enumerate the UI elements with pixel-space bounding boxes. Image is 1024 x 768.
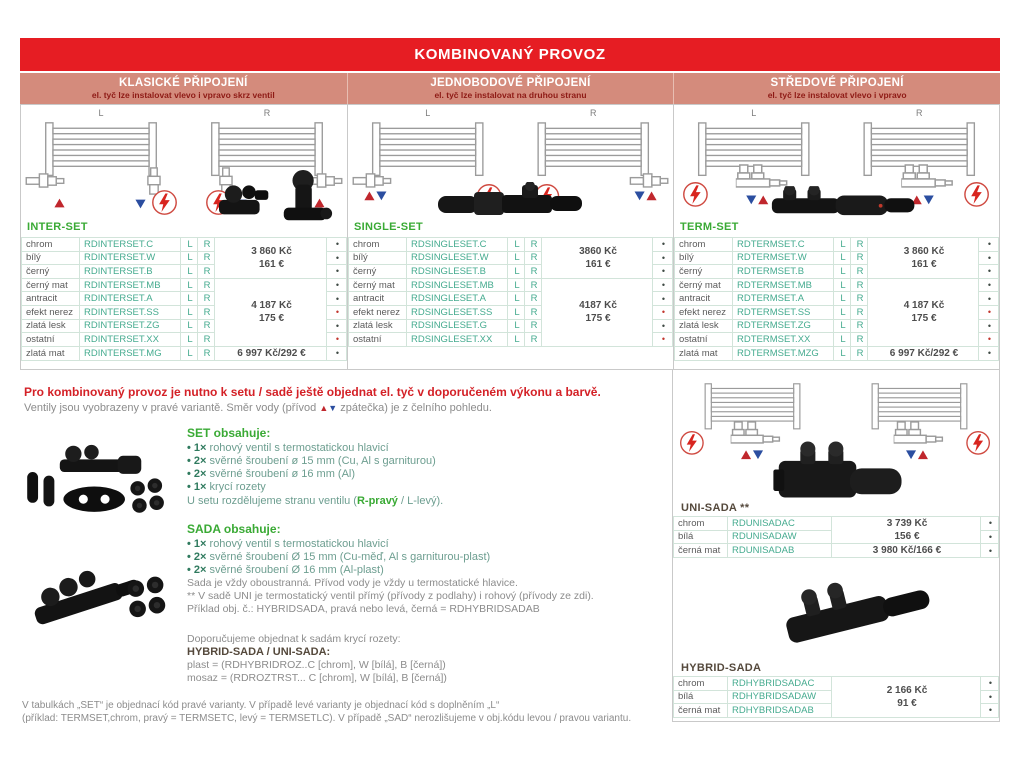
availability-bullet-icon: • [327,238,347,252]
table-row [675,278,999,292]
variant-right: R [525,278,542,292]
color-name: chrom [22,238,80,252]
product-code: RDTERMSET.XX [733,333,834,347]
hybridsada-table [673,676,999,718]
color-name: černá mat [674,544,728,558]
svg-text:L: L [425,108,431,119]
sada-note: Příklad obj. č.: HYBRIDSADA, pravá nebo levá, černá = RDHYBRIDSADAB [187,603,540,615]
variant-left: L [508,251,525,265]
variant-left: L [508,319,525,333]
variant-right: R [525,292,542,306]
color-name: efekt nerez [675,305,733,319]
variant-right: R [525,319,542,333]
variant-left: L [181,265,198,279]
set-label-unisada: UNI-SADA ** [681,502,750,514]
product-code: RDHYBRIDSADAW [728,690,832,704]
color-name: chrom [349,238,407,252]
variant-left: L [834,346,851,360]
product-code: RDINTERSET.XX [80,333,181,347]
variant-left: L [181,346,198,360]
column-jednobodove [347,105,673,369]
variant-left: L [181,238,198,252]
price: 3 739 Kč 156 € [832,517,981,544]
variant-left: L [834,292,851,306]
product-code: RDTERMSET.ZG [733,319,834,333]
column-subtitle: el. tyč lze instalovat na druhou stranu [434,90,587,100]
color-name: černý [675,265,733,279]
rozety-intro: Doporučujeme objednat k sadám krycí rozety: [187,633,401,645]
set-heading: SET obsahuje: [187,426,271,440]
availability-bullet-icon: • [979,319,999,333]
flow-down-icon: ▼ [328,403,338,413]
product-photo-singleset [436,181,586,223]
table-row [22,346,347,360]
list-item: • 2× svěrné šroubení Ø 15 mm (Cu-měď, Al s garniturou-plast) [187,551,491,563]
availability-bullet-icon: • [327,305,347,319]
variant-left: L [834,305,851,319]
variant-left: L [834,251,851,265]
table-row [349,238,673,252]
variant-right: R [851,251,868,265]
color-name: zlatá mat [675,346,733,360]
set-label-singleset: SINGLE-SET [354,221,424,233]
table-row [22,278,347,292]
variant-right: R [198,319,215,333]
color-name: zlatá lesk [349,319,407,333]
availability-bullet-icon: • [979,333,999,347]
column-subtitle: el. tyč lze instalovat vlevo i vpravo skrz ventil [91,90,275,100]
product-code: RDSINGLESET.W [407,251,508,265]
product-photo-set-kit [20,434,172,520]
color-name: antracit [675,292,733,306]
availability-bullet-icon: • [653,333,673,347]
product-code: RDTERMSET.B [733,265,834,279]
singleset-table [348,237,673,347]
list-item: • 2× svěrné šroubení Ø 16 mm (Al-plast) [187,564,384,576]
color-name: černý [349,265,407,279]
variant-left: L [508,292,525,306]
color-name: bílý [22,251,80,265]
price: 4 187 Kč 175 € [215,278,327,346]
column-subtitle: el. tyč lze instalovat vlevo i vpravo [767,90,907,100]
column-header-stredove [673,73,1000,104]
variant-right: R [198,278,215,292]
price: 3860 Kč 161 € [542,238,653,279]
availability-bullet-icon: • [979,251,999,265]
column-header-klasicke [20,73,347,104]
set-footer: U setu rozdělujeme stranu ventilu (R-pravý / L-levý). [187,495,444,507]
variant-right: R [198,346,215,360]
availability-bullet-icon: • [979,278,999,292]
table-row [675,346,999,360]
color-name: chrom [674,677,728,691]
color-name: černý [22,265,80,279]
availability-bullet-icon: • [981,690,999,704]
warning-note: Pro kombinovaný provoz je nutno k setu / sadě ještě objednat el. tyč v doporučeném výkonu a barvě. [24,385,601,399]
availability-bullet-icon: • [327,265,347,279]
price: 3 860 Kč 161 € [868,238,979,279]
color-name: ostatní [22,333,80,347]
variant-left: L [834,238,851,252]
variant-right: R [851,333,868,347]
color-name: efekt nerez [349,305,407,319]
page-title: KOMBINOVANÝ PROVOZ [20,38,1000,71]
availability-bullet-icon: • [653,319,673,333]
product-code: RDINTERSET.ZG [80,319,181,333]
rozety-heading: HYBRID-SADA / UNI-SADA: [187,646,331,658]
color-name: černá mat [674,704,728,718]
variant-left: L [181,292,198,306]
rozety-line: plast = (RDHYBRIDROZ..C [chrom], W [bílá], B [černá]) [187,659,446,671]
product-code: RDHYBRIDSADAB [728,704,832,718]
product-code: RDINTERSET.MG [80,346,181,360]
column-stredove [673,105,999,369]
column-header-jednobodove [347,73,674,104]
color-name: bílý [675,251,733,265]
variant-right: R [198,333,215,347]
column-title: JEDNOBODOVÉ PŘIPOJENÍ [430,77,591,89]
availability-bullet-icon: • [979,305,999,319]
product-code: RDINTERSET.B [80,265,181,279]
availability-bullet-icon: • [653,278,673,292]
variant-right: R [851,319,868,333]
unisada-table [673,516,999,558]
availability-bullet-icon: • [653,305,673,319]
variant-right: R [851,238,868,252]
product-code: RDINTERSET.C [80,238,181,252]
product-code: RDINTERSET.A [80,292,181,306]
product-code: RDINTERSET.MB [80,278,181,292]
variant-left: L [181,319,198,333]
product-code: RDHYBRIDSADAC [728,677,832,691]
availability-bullet-icon: • [979,238,999,252]
product-code: RDSINGLESET.C [407,238,508,252]
sada-note: Sada je vždy oboustranná. Přívod vody je vždy u termostatické hlavice. [187,577,518,589]
color-name: zlatá lesk [675,319,733,333]
termset-table [674,237,999,361]
variant-left: L [834,265,851,279]
availability-bullet-icon: • [981,517,999,531]
sada-heading: SADA obsahuje: [187,522,281,536]
svg-text:R: R [590,108,597,119]
rozety-line: mosaz = (RDROZTRST... C [chrom], W [bílá], B [černá]) [187,672,447,684]
variant-right: R [198,292,215,306]
product-code: RDINTERSET.SS [80,305,181,319]
product-code: RDSINGLESET.G [407,319,508,333]
price: 2 166 Kč 91 € [832,677,981,718]
product-code: RDTERMSET.A [733,292,834,306]
list-item: • 1× krycí rozety [187,481,266,493]
availability-bullet-icon: • [981,704,999,718]
availability-bullet-icon: • [979,346,999,360]
interset-table [21,237,347,361]
product-code: RDUNISADAB [728,544,832,558]
list-item: • 1× rohový ventil s termostatickou hlavicí [187,442,389,454]
product-code: RDTERMSET.MB [733,278,834,292]
price: 4187 Kč 175 € [542,278,653,346]
variant-right: R [198,251,215,265]
product-code: RDSINGLESET.XX [407,333,508,347]
variant-left: L [508,305,525,319]
color-name: černý mat [675,278,733,292]
variant-right: R [198,238,215,252]
variant-right: R [198,305,215,319]
color-name: ostatní [349,333,407,347]
product-code: RDINTERSET.W [80,251,181,265]
product-code: RDTERMSET.W [733,251,834,265]
availability-bullet-icon: • [981,530,999,544]
availability-bullet-icon: • [327,346,347,360]
variant-left: L [181,333,198,347]
availability-bullet-icon: • [653,292,673,306]
color-name: antracit [349,292,407,306]
variant-right: R [525,333,542,347]
product-code: RDSINGLESET.A [407,292,508,306]
variant-left: L [508,278,525,292]
list-item: • 1× rohový ventil s termostatickou hlavicí [187,538,389,550]
availability-bullet-icon: • [327,319,347,333]
availability-bullet-icon: • [327,251,347,265]
flow-up-icon: ▲ [319,403,329,413]
variant-left: L [834,333,851,347]
color-name: efekt nerez [22,305,80,319]
availability-bullet-icon: • [327,333,347,347]
product-code: RDTERMSET.SS [733,305,834,319]
table-row [674,544,999,558]
availability-bullet-icon: • [979,265,999,279]
product-photo-termset [770,185,920,219]
direction-note: Ventily jsou vyobrazeny v pravé variantě. Směr vody (přívod ▲▼ zpátečka) je z čelního pohledu. [24,402,492,414]
availability-bullet-icon: • [327,292,347,306]
variant-left: L [508,333,525,347]
color-name: černý mat [349,278,407,292]
price: 6 997 Kč/292 € [868,346,979,360]
sada-note: ** V sadě UNI je termostatický ventil přímý (přívody z podlahy) i rohový (přívody ze zdi). [187,590,594,602]
footer-note: V tabulkách „SET“ je objednací kód pravé varianty. V případě levé varianty je objednací kód s doplněním „L“ (příklad: TERMSET,chrom, pravý = TERMSETC, levý = TERMSETLC). V případě „SAD“ nerozlišujeme v obj.kódu levou / pravou variantu. [22,700,632,724]
svg-text:R: R [263,108,271,118]
availability-bullet-icon: • [327,278,347,292]
product-code: RDTERMSET.C [733,238,834,252]
table-row [22,238,347,252]
availability-bullet-icon: • [981,677,999,691]
product-code: RDUNISADAC [728,517,832,531]
set-label-interset: INTER-SET [27,221,88,233]
set-label-termset: TERM-SET [680,221,739,233]
variant-right: R [851,305,868,319]
product-code: RDSINGLESET.SS [407,305,508,319]
svg-text:L: L [751,108,757,119]
availability-bullet-icon: • [653,265,673,279]
rozety-block [187,633,672,685]
svg-text:L: L [98,108,104,118]
color-name: zlatá lesk [22,319,80,333]
product-code: RDTERMSET.MZG [733,346,834,360]
list-item: • 2× svěrné šroubení ø 15 mm (Cu, Al s garniturou) [187,455,436,467]
color-name: chrom [675,238,733,252]
set-contents-block [187,427,672,508]
availability-bullet-icon: • [653,238,673,252]
svg-text:R: R [916,108,923,119]
sada-contents-block [187,523,672,616]
variant-right: R [851,292,868,306]
variant-left: L [834,278,851,292]
variant-left: L [834,319,851,333]
availability-bullet-icon: • [653,251,673,265]
color-name: ostatní [675,333,733,347]
availability-bullet-icon: • [979,292,999,306]
table-row [674,517,999,531]
availability-bullet-icon: • [981,544,999,558]
price: 4 187 Kč 175 € [868,278,979,346]
price: 6 997 Kč/292 € [215,346,327,360]
color-name: černý mat [22,278,80,292]
set-label-hybridsada: HYBRID-SADA [681,662,762,674]
color-name: bílá [674,690,728,704]
variant-right: R [525,251,542,265]
column-klasicke [21,105,347,369]
product-photo-unisada [768,438,908,516]
variant-right: R [198,265,215,279]
column-headers [20,73,1000,104]
sada-column [672,370,1000,722]
color-name: zlatá mat [22,346,80,360]
column-title: STŘEDOVÉ PŘIPOJENÍ [770,77,904,89]
variant-right: R [851,346,868,360]
product-code: RDUNISADAW [728,530,832,544]
color-name: bílý [349,251,407,265]
variant-right: R [851,265,868,279]
color-name: antracit [22,292,80,306]
table-row [675,238,999,252]
variant-left: L [508,238,525,252]
variant-left: L [181,305,198,319]
variant-left: L [508,265,525,279]
product-photo-interset [213,169,341,227]
variant-right: R [525,305,542,319]
variant-right: R [525,265,542,279]
column-title: KLASICKÉ PŘIPOJENÍ [118,77,248,89]
table-row [349,278,673,292]
product-columns [20,104,1000,370]
product-photo-hybridsada [765,566,955,658]
color-name: chrom [674,517,728,531]
price: 3 860 Kč 161 € [215,238,327,279]
product-code: RDSINGLESET.B [407,265,508,279]
variant-left: L [181,251,198,265]
variant-left: L [181,278,198,292]
table-row [674,677,999,691]
product-photo-sada-kit [18,550,180,642]
color-name: bílá [674,530,728,544]
list-item: • 2× svěrné šroubení ø 16 mm (Al) [187,468,356,480]
product-code: RDSINGLESET.MB [407,278,508,292]
price: 3 980 Kč/166 € [832,544,981,558]
variant-right: R [525,238,542,252]
variant-right: R [851,278,868,292]
